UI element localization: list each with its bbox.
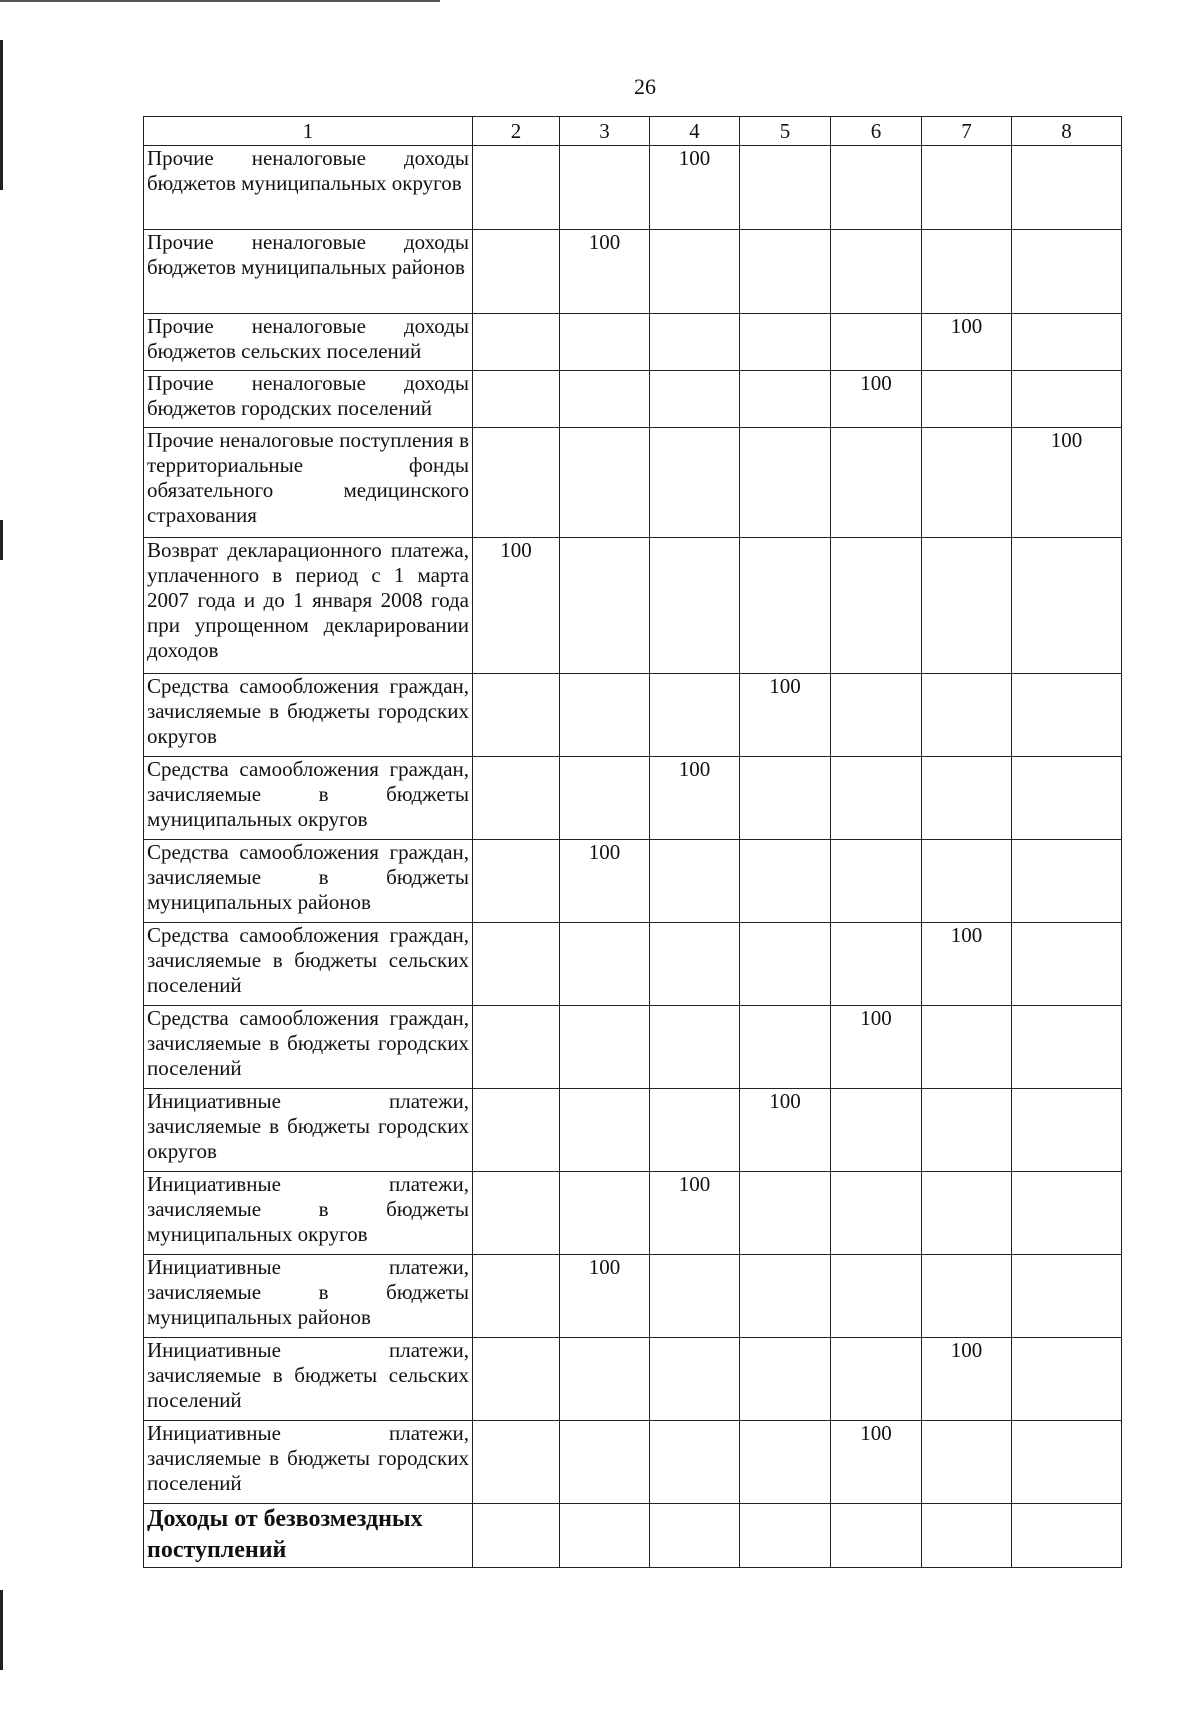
value-cell [922,146,1012,230]
value-cell [650,1255,740,1338]
value-cell [560,428,650,538]
value-cell [560,923,650,1006]
distribution-table [143,116,1122,1568]
scan-artifact-edge [0,520,3,560]
value-cell [473,923,560,1006]
value-cell [560,1172,650,1255]
value-cell [922,230,1012,314]
value-cell [922,1172,1012,1255]
value-cell: 100 [650,757,740,840]
value-cell: 100 [650,1172,740,1255]
table-row [144,1421,1122,1504]
value-cell: 100 [922,314,1012,371]
value-cell [922,1255,1012,1338]
value-cell [1012,757,1122,840]
value-cell [560,1504,650,1568]
table-row [144,757,1122,840]
value-cell [560,1089,650,1172]
value-cell [473,1006,560,1089]
row-label: Прочие неналоговые доходы бюджетов городских поселений [144,371,473,428]
row-label: Инициативные платежи, зачисляемые в бюджеты городских поселений [144,1421,473,1504]
value-cell [473,674,560,757]
value-cell [650,923,740,1006]
header-cell: 6 [831,117,922,146]
value-cell [740,1504,831,1568]
value-cell [740,1338,831,1421]
row-label: Средства самообложения граждан, зачисляемые в бюджеты сельских поселений [144,923,473,1006]
value-cell [831,757,922,840]
value-cell [473,757,560,840]
value-cell: 100 [560,1255,650,1338]
value-cell [473,428,560,538]
row-label: Инициативные платежи, зачисляемые в бюджеты муниципальных округов [144,1172,473,1255]
value-cell [922,840,1012,923]
value-cell [922,538,1012,674]
row-label: Прочие неналоговые доходы бюджетов муниципальных округов [144,146,473,230]
value-cell [831,923,922,1006]
value-cell [831,314,922,371]
value-cell [922,428,1012,538]
table-header-row [144,117,1122,146]
value-cell [560,1421,650,1504]
table-row [144,1172,1122,1255]
value-cell [650,840,740,923]
value-cell [831,674,922,757]
value-cell [650,230,740,314]
value-cell [740,840,831,923]
value-cell [831,840,922,923]
value-cell [650,538,740,674]
table-row [144,674,1122,757]
value-cell [560,146,650,230]
value-cell [831,1338,922,1421]
value-cell: 100 [1012,428,1122,538]
value-cell [473,1338,560,1421]
row-label: Прочие неналоговые доходы бюджетов муниципальных районов [144,230,473,314]
value-cell [650,1421,740,1504]
value-cell [560,1338,650,1421]
value-cell [560,757,650,840]
value-cell [650,674,740,757]
value-cell [473,1089,560,1172]
row-label: Средства самообложения граждан, зачисляемые в бюджеты городских поселений [144,1006,473,1089]
table-row [144,1006,1122,1089]
value-cell [740,1172,831,1255]
header-cell: 5 [740,117,831,146]
value-cell: 100 [473,538,560,674]
value-cell: 100 [831,371,922,428]
value-cell: 100 [831,1421,922,1504]
value-cell [740,428,831,538]
value-cell [740,1421,831,1504]
header-cell: 7 [922,117,1012,146]
header-cell: 1 [144,117,473,146]
table-row [144,840,1122,923]
value-cell [922,1089,1012,1172]
row-label: Средства самообложения граждан, зачисляемые в бюджеты муниципальных округов [144,757,473,840]
row-label: Инициативные платежи, зачисляемые в бюджеты городских округов [144,1089,473,1172]
value-cell [650,371,740,428]
row-label: Возврат декларационного платежа, уплаченного в период с 1 марта 2007 года и до 1 января 2008 года при упрощенном декларировании доходов [144,538,473,674]
value-cell [1012,314,1122,371]
value-cell: 100 [831,1006,922,1089]
value-cell [922,1504,1012,1568]
value-cell [473,1421,560,1504]
value-cell [831,1255,922,1338]
row-label: Прочие неналоговые поступления в территориальные фонды обязательного медицинского страхования [144,428,473,538]
value-cell: 100 [650,146,740,230]
value-cell [740,230,831,314]
value-cell [922,371,1012,428]
table-row [144,371,1122,428]
value-cell [1012,538,1122,674]
value-cell [650,1504,740,1568]
page-number: 26 [634,74,656,99]
value-cell [740,757,831,840]
value-cell [650,428,740,538]
value-cell [473,840,560,923]
table-row [144,538,1122,674]
header-cell: 8 [1012,117,1122,146]
value-cell [831,230,922,314]
value-cell [1012,1006,1122,1089]
value-cell [740,923,831,1006]
value-cell: 100 [560,840,650,923]
value-cell [473,1172,560,1255]
value-cell [740,314,831,371]
value-cell [1012,1089,1122,1172]
value-cell [922,1421,1012,1504]
value-cell [831,1504,922,1568]
value-cell [1012,674,1122,757]
value-cell [650,1006,740,1089]
value-cell: 100 [740,674,831,757]
table-row [144,428,1122,538]
value-cell [922,1006,1012,1089]
value-cell [560,538,650,674]
table-row [144,1338,1122,1421]
table-row [144,923,1122,1006]
value-cell [1012,146,1122,230]
value-cell [473,146,560,230]
row-label: Средства самообложения граждан, зачисляемые в бюджеты городских округов [144,674,473,757]
value-cell: 100 [560,230,650,314]
value-cell: 100 [740,1089,831,1172]
header-cell: 4 [650,117,740,146]
row-label: Инициативные платежи, зачисляемые в бюджеты муниципальных районов [144,1255,473,1338]
value-cell [650,314,740,371]
value-cell [1012,371,1122,428]
value-cell [831,428,922,538]
value-cell [740,371,831,428]
value-cell [922,674,1012,757]
value-cell [1012,1421,1122,1504]
value-cell [740,538,831,674]
value-cell: 100 [922,923,1012,1006]
value-cell [650,1089,740,1172]
value-cell [1012,1338,1122,1421]
value-cell [650,1338,740,1421]
value-cell [1012,840,1122,923]
value-cell [473,230,560,314]
value-cell [473,1504,560,1568]
value-cell [560,314,650,371]
value-cell [473,314,560,371]
value-cell [831,1089,922,1172]
value-cell [560,371,650,428]
table-row [144,146,1122,230]
value-cell [831,146,922,230]
value-cell: 100 [922,1338,1012,1421]
value-cell [831,538,922,674]
scan-artifact-edge [0,40,3,190]
table-row [144,1255,1122,1338]
row-label: Прочие неналоговые доходы бюджетов сельских поселений [144,314,473,371]
value-cell [473,371,560,428]
value-cell [831,1172,922,1255]
table-row [144,230,1122,314]
scan-artifact-line [0,0,440,2]
total-label: Доходы от безвозмездных поступлений [144,1504,473,1568]
value-cell [560,674,650,757]
header-cell: 2 [473,117,560,146]
value-cell [560,1006,650,1089]
table-row [144,314,1122,371]
value-cell [1012,923,1122,1006]
value-cell [1012,1504,1122,1568]
value-cell [1012,230,1122,314]
value-cell [740,1006,831,1089]
value-cell [1012,1172,1122,1255]
value-cell [740,1255,831,1338]
header-cell: 3 [560,117,650,146]
table-total-row [144,1504,1122,1568]
value-cell [473,1255,560,1338]
row-label: Инициативные платежи, зачисляемые в бюджеты сельских поселений [144,1338,473,1421]
value-cell [740,146,831,230]
scan-artifact-edge [0,1590,3,1670]
row-label: Средства самообложения граждан, зачисляемые в бюджеты муниципальных районов [144,840,473,923]
value-cell [922,757,1012,840]
value-cell [1012,1255,1122,1338]
table-row [144,1089,1122,1172]
